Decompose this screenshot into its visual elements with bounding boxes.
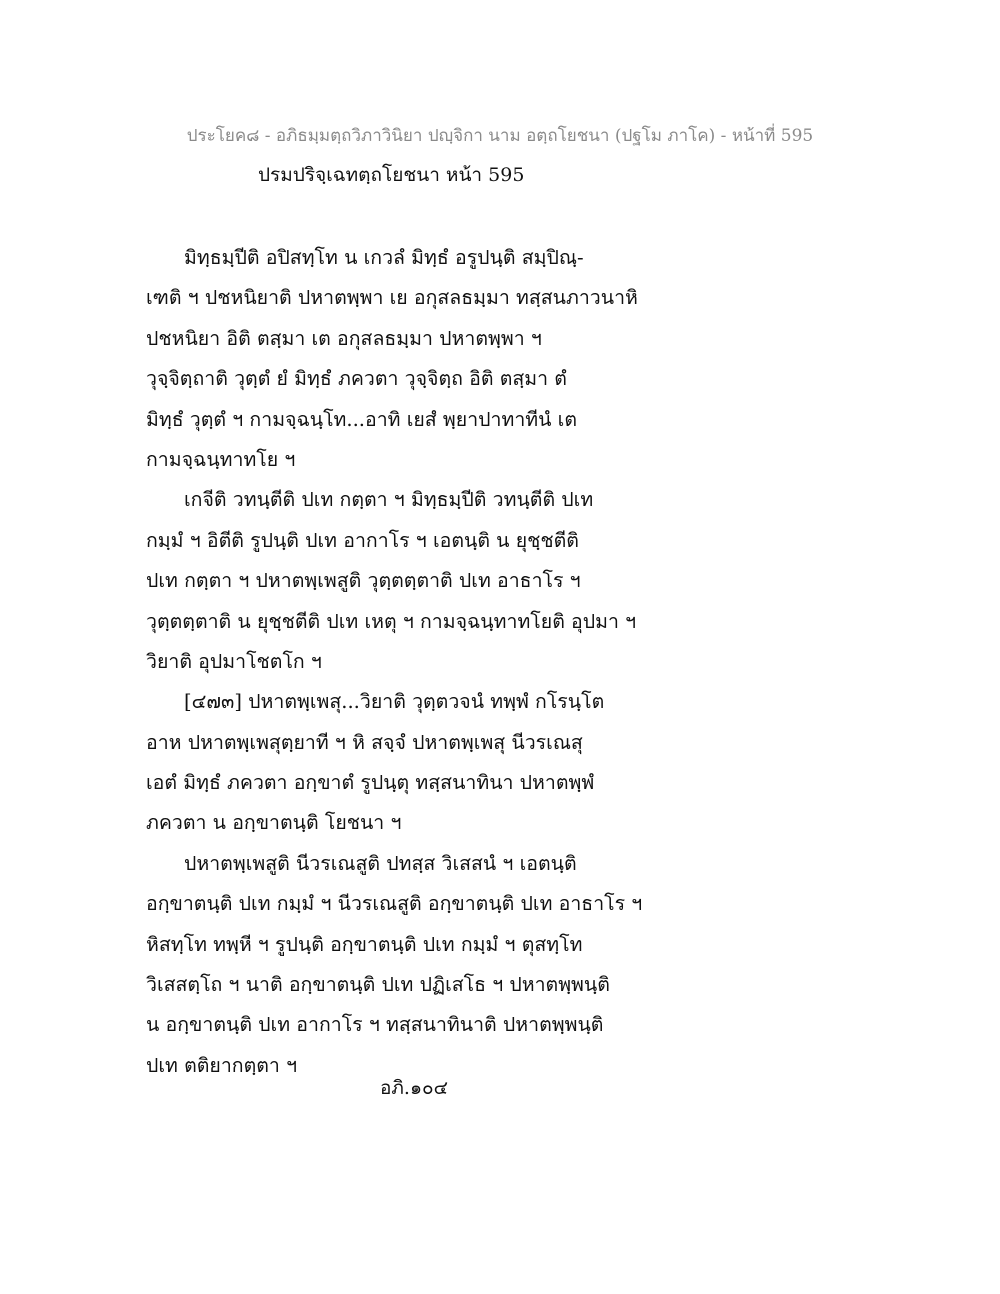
text-line: น อกฺขาตนฺติ ปเท อากาโร ฯ ทสฺสนาทินาติ ปหาตพฺพนฺติ [146,1013,604,1037]
text-line: ปเท ตติยากตฺตา ฯ [146,1053,298,1077]
text-line: วิเสสตฺโถ ฯ นาติ อกฺขาตนฺติ ปเท ปฏิเสโธ ฯ ปหาตพฺพนฺติ [146,973,610,997]
text-line: มิทฺธมฺปีติ อปิสทฺโท น เกวลํ มิทฺธํ อรูปนฺติ สมฺปิณฺ- [184,246,584,269]
text-line: วุตฺตตฺตาติ น ยุชฺชตีติ ปเท เหตุ ฯ กามจฺฉนฺทาทโยติ อุปมา ฯ [146,609,637,633]
text-line: วิยาติ อุปมาโชตโก ฯ [146,649,322,673]
page-footer-code: อภิ.๑๐๔ [380,1077,449,1099]
text-line: เอตํ มิทฺธํ ภควตา อกฺขาตํ รูปนฺตุ ทสฺสนาทินา ปหาตพฺพํ [146,771,595,795]
text-line: อาห ปหาตพฺเพสุตฺยาที ฯ หิ สจฺจํ ปหาตพฺเพสุ นีวรเณสุ [146,730,583,754]
running-header [0,122,1000,149]
text-line: ปเท กตฺตา ฯ ปหาตพฺเพสูติ วุตฺตตฺตาติ ปเท อาธาโร ฯ [146,569,581,593]
running-title: ประโยค๘ - อภิธมฺมตฺถวิภาวินิยา ปญฺจิกา นาม อตฺถโยชนา (ปฐโม ภาโค) - หน้าที่ 595 [186,126,814,146]
text-line: ภควตา น อกฺขาตนฺติ โยชนา ฯ [146,811,402,835]
text-line: หิสทฺโท ทพฺหี ฯ รูปนฺติ อกฺขาตนฺติ ปเท กมฺมํ ฯ ตุสทฺโท [146,932,583,956]
text-line: ปหาตพฺเพสูติ นีวรเณสูติ ปทสฺส วิเสสนํ ฯ เอตนฺติ [184,851,577,875]
chapter-title: ปรมปริจฺเฉทตฺถโยชนา หน้า 595 [258,164,525,186]
text-line: มิทฺธํ วุตฺตํ ฯ กามจฺฉนฺโท...อาทิ เยสํ พฺยาปาทาทีนํ เต [146,407,577,431]
text-line: เฑติ ฯ ปชหนิยาติ ปหาตพฺพา เย อกุสลธมฺมา ทสฺสนภาวนาหิ [146,286,638,310]
text-line: [๔๗๓] ปหาตพฺเพสุ...วิยาติ วุตฺตวจนํ ทพฺพํ กโรนฺโต [184,690,605,714]
text-line: อกฺขาตนฺติ ปเท กมฺมํ ฯ นีวรเณสูติ อกฺขาตนฺติ ปเท อาธาโร ฯ [146,892,643,916]
text-line: กามจฺฉนฺทาทโย ฯ [146,447,296,471]
text-line: ปชหนิยา อิติ ตสฺมา เต อกุสลธมฺมา ปหาตพฺพา ฯ [146,326,542,350]
text-line: กมฺมํ ฯ อิตีติ รูปนฺติ ปเท อากาโร ฯ เอตนฺติ น ยุชฺชตีติ [146,528,579,552]
text-line: เกจีติ วทนฺตีติ ปเท กตฺตา ฯ มิทฺธมฺปีติ วทนฺตีติ ปเท [184,488,594,512]
body-text [146,238,846,1086]
text-line: วุจฺจิตฺถาติ วุตฺตํ ยํ มิทฺธํ ภควตา วุจฺจิตฺถ อิติ ตสฺมา ตํ [146,367,567,391]
